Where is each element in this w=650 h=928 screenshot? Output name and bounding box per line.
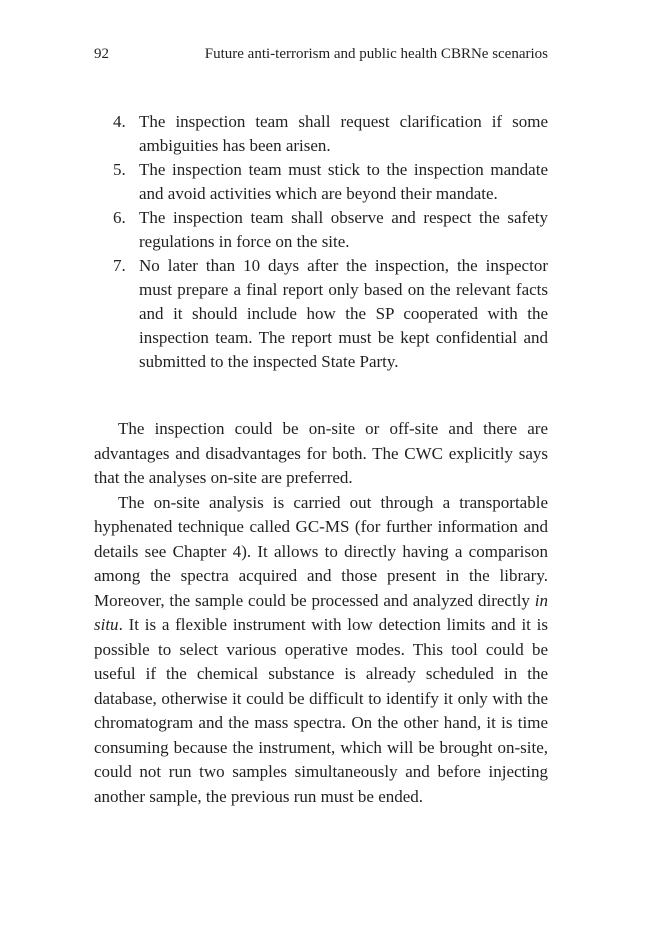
list-item [94,254,548,374]
paragraph: The inspection could be on-site or off-site and there are advantages and disadvantages for both. The CWC explicitly says that the analyses on-site are preferred. [94,419,548,487]
running-head [94,43,548,65]
list-item-text: The inspection team must stick to the inspection mandate and avoid activities which are beyond their mandate. [139,160,548,203]
paragraph-text: The on-site analysis is carried out through a transportable hyphenated technique called GC-MS (for further information and details see Chapter 4). It allows to directly having a comparison among the spectra acquired and those present in the library. Moreover, the sample could be processed and analyzed directly [94,492,548,610]
list-number: 5. [113,160,126,179]
page-number: 92 [94,46,109,62]
list-item-text: The inspection team shall request clarification if some ambiguities has been arisen. [139,112,548,155]
list-item-text: The inspection team shall observe and respect the safety regulations in force on the site. [139,208,548,251]
running-title: Future anti-terrorism and public health CBRNe scenarios [204,46,548,62]
list-item [94,158,548,206]
list-number: 4. [113,112,126,131]
list-item-text: No later than 10 days after the inspection, the inspector must prepare a final report only based on the relevant facts and it should include how the SP cooperated with the inspection team. The report must be kept confidential and submitted to the inspected State Party. [139,256,548,371]
list-item [94,206,548,254]
list-item [94,110,548,158]
list-number: 7. [113,256,126,275]
body-text [94,417,548,809]
paragraph-text: . It is a flexible instrument with low detection limits and it is possible to select various operative modes. This tool could be useful if the chemical substance is already scheduled in the database, otherwise it could be difficult to identify it only with the chromatogram and the mass spectra. On the other hand, it is time consuming because the instrument, which will be brought on-site, could not run two samples simultaneously and before injecting another sample, the previous run must be ended. [94,615,548,806]
numbered-list [94,110,548,374]
italic-term: in situ [94,590,548,634]
list-number: 6. [113,208,126,227]
paragraph [94,491,548,810]
